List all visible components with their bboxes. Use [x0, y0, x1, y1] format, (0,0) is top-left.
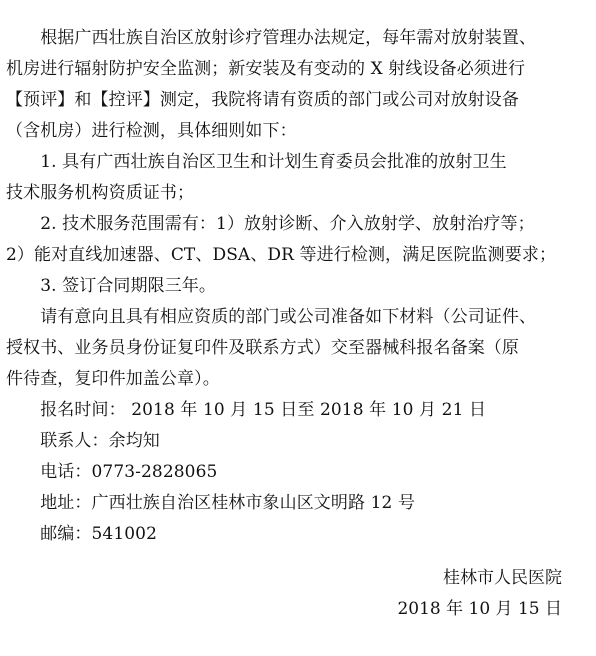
contact-person: 联系人：余均知 — [6, 431, 160, 451]
requirement-3-line: 3. 签订合同期限三年。 — [6, 276, 217, 296]
body-line-2: 机房进行辐射防护安全监测；新安装及有变动的 X 射线设备必须进行 — [6, 59, 526, 79]
materials-line-1: 请有意向且具有相应资质的部门或公司准备如下材料（公司证件、 — [6, 307, 537, 327]
postal-code: 邮编：541002 — [6, 524, 157, 544]
materials-line-3: 件待查，复印件加盖公章）。 — [6, 369, 220, 389]
signature-organization: 桂林市人民医院 — [443, 568, 562, 588]
contact-phone: 电话：0773-2828065 — [6, 462, 218, 482]
requirement-2-line-2: 2）能对直线加速器、CT、DSA、DR 等进行检测，满足医院监测要求； — [6, 245, 557, 265]
registration-time: 报名时间： 2018 年 10 月 15 日至 2018 年 10 月 21 日 — [6, 400, 487, 420]
body-line-3: 【预评】和【控评】测定，我院将请有资质的部门或公司对放射设备 — [6, 90, 519, 110]
body-line-1: 根据广西壮族自治区放射诊疗管理办法规定，每年需对放射装置、 — [6, 28, 537, 48]
materials-line-2: 授权书、业务员身份证复印件及联系方式）交至器械科报名备案（原 — [6, 338, 519, 358]
signature-date: 2018 年 10 月 15 日 — [397, 599, 562, 619]
requirement-2-line-1: 2. 技术服务范围需有：1）放射诊断、介入放射学、放射治疗等； — [6, 214, 535, 234]
contact-address: 地址：广西壮族自治区桂林市象山区文明路 12 号 — [6, 493, 416, 513]
requirement-1-line-2: 技术服务机构资质证书； — [6, 183, 195, 203]
requirement-1-line-1: 1. 具有广西壮族自治区卫生和计划生育委员会批准的放射卫生 — [6, 152, 507, 172]
body-line-4: （含机房）进行检测，具体细则如下： — [6, 121, 297, 141]
